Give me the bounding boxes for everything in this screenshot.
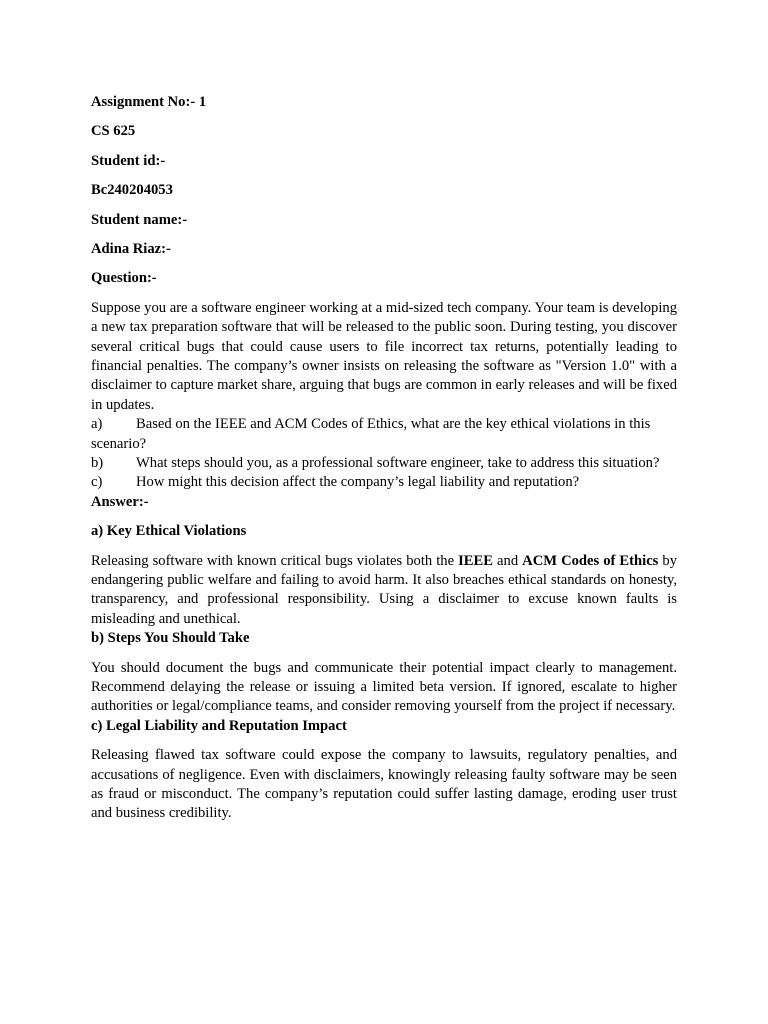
- answer-label: Answer:-: [91, 493, 149, 510]
- question-item-text: How might this decision affect the company’s legal liability and reputation?: [136, 474, 580, 491]
- body-text: and: [493, 552, 523, 569]
- document-page: [91, 93, 677, 824]
- assignment-number: Assignment No:- 1: [91, 94, 207, 110]
- question-item-b: [91, 454, 677, 473]
- student-name-value: Adina Riaz:-: [91, 240, 171, 257]
- question-body: Suppose you are a software engineer working at a mid-sized tech company. Your team is developing a new tax preparation software that will be released to the public soon. During testing, you discover several critical bugs that could cause users to file incorrect tax returns, potentially leading to financial penalties. The company’s owner insists on releasing the software as "Version 1.0" with a disclaimer to capture market share, arguing that bugs are common in early releases and will be fixed in updates.: [91, 299, 677, 413]
- body-text: Releasing software with known critical bugs violates both the: [91, 552, 459, 569]
- question-item-c: [91, 473, 677, 492]
- question-item-text: What steps should you, as a professional software engineer, take to address this situation?: [136, 454, 660, 471]
- student-id-value: Bc240204053: [91, 182, 173, 199]
- course-code: CS 625: [91, 123, 136, 140]
- section-body-liability: Releasing flawed tax software could expose the company to lawsuits, regulatory penalties, and accusations of negligence. Even with disclaimers, knowingly releasing faulty software may be seen as fraud or misconduct. The company’s reputation could suffer lasting damage, eroding user trust and business credibility.: [91, 747, 677, 822]
- bold-term-acm: ACM Codes of Ethics: [522, 552, 659, 569]
- question-item-marker: a): [91, 416, 103, 433]
- section-body-ethical-violations: [91, 552, 677, 630]
- section-body-steps: You should document the bugs and communicate their potential impact clearly to management. Recommend delaying the release or issuing a limited beta version. If ignored, escalate to higher authorities or legal/compliance teams, and consider removing yourself from the project if necessary.: [91, 659, 677, 715]
- bold-term-ieee: IEEE: [458, 552, 493, 569]
- body-text: by endangering public welfare and failing to avoid harm. It also breaches ethical standards on honesty, transparency, and professional responsibility. Using a disclaimer to excuse known faults is misleading and unethical.: [91, 552, 677, 627]
- question-item-a: [91, 415, 677, 454]
- question-item-text: Based on the IEEE and ACM Codes of Ethics, what are the key ethical violations in this scenario?: [91, 416, 651, 452]
- section-heading-liability: c) Legal Liability and Reputation Impact: [91, 717, 347, 734]
- section-heading-ethical-violations: a) Key Ethical Violations: [91, 523, 247, 540]
- section-heading-steps: b) Steps You Should Take: [91, 630, 250, 647]
- student-id-label: Student id:-: [91, 152, 166, 169]
- question-item-marker: b): [91, 454, 104, 471]
- question-label: Question:-: [91, 270, 157, 287]
- question-item-marker: c): [91, 474, 103, 491]
- student-name-label: Student name:-: [91, 211, 188, 228]
